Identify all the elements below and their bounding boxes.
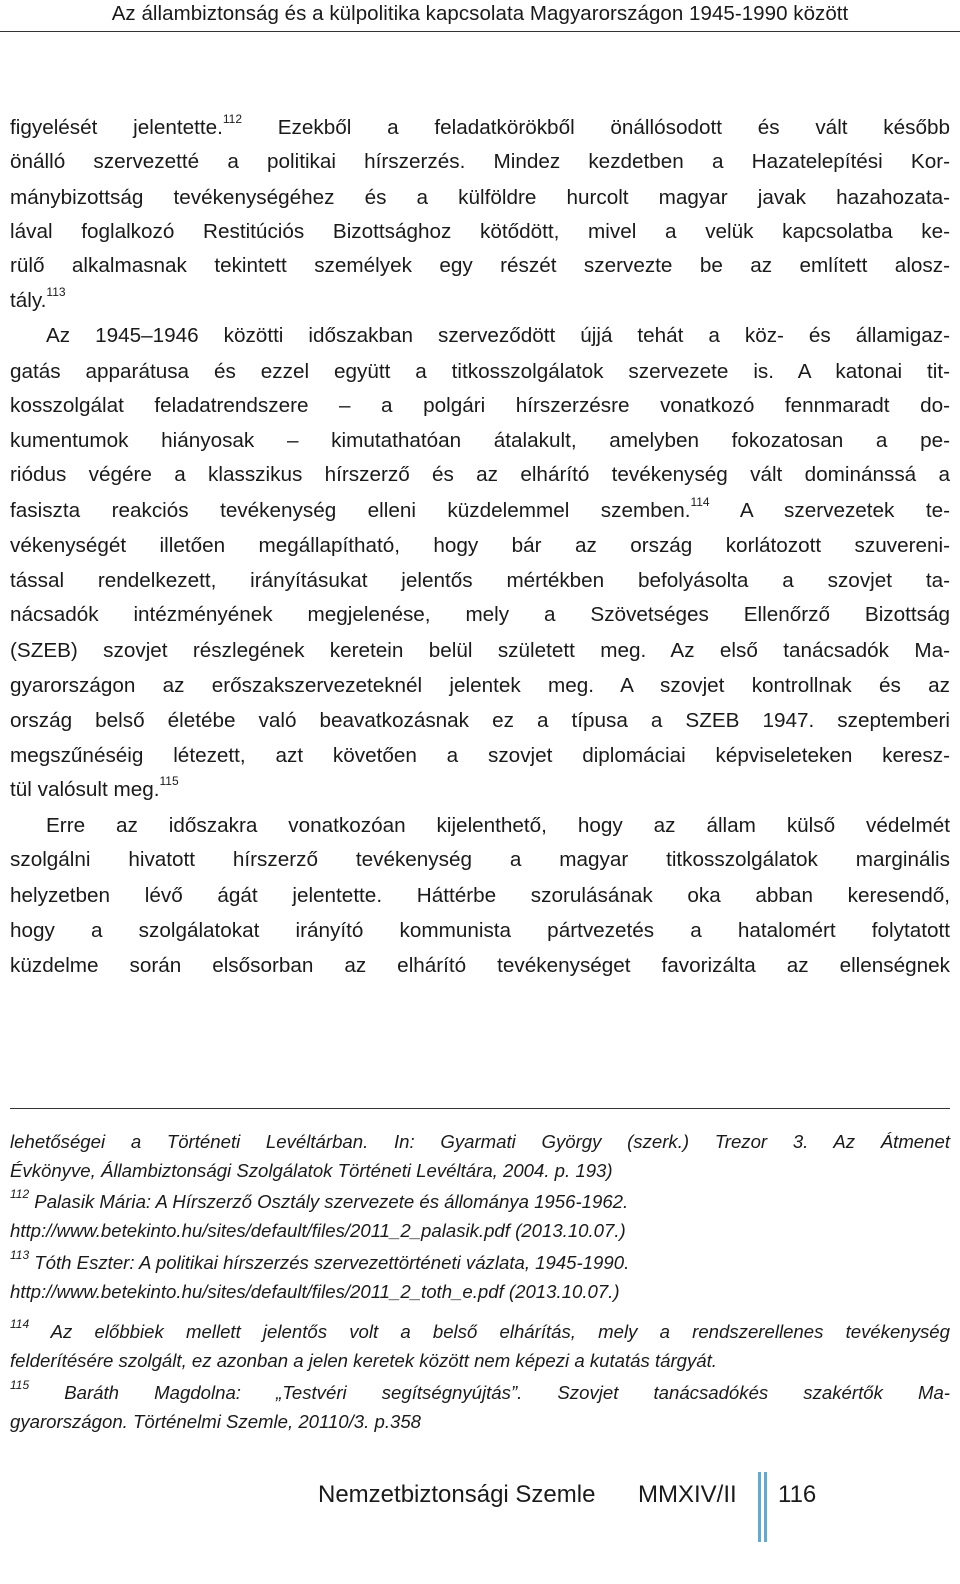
body-line: tással rendelkezett, irányításukat jelentős mértékben befolyásolta a szovjet ta-: [10, 569, 950, 592]
body-line: önálló szervezetté a politikai hírszerzés. Mindez kezdetben a Hazatelepítési Kor-: [10, 150, 950, 173]
footnote-line: felderítésére szolgált, ez azonban a jelen keretek között nem képezi a kutatás tárgyát.: [10, 1350, 717, 1371]
paragraph-start: Erre az időszakra vonatkozóan kijelenthető, hogy az állam külső védelmét: [46, 814, 950, 837]
footnote-ref[interactable]: 115: [159, 774, 179, 789]
journal-title: Nemzetbiztonsági Szemle: [318, 1481, 596, 1508]
footnote-ref[interactable]: 112: [222, 112, 242, 127]
footnote-line: gyarországon. Történelmi Szemle, 20110/3. p.358: [10, 1411, 422, 1432]
running-header: Az állambiztonság és a külpolitika kapcsolata Magyarországon 1945-1990 között: [0, 0, 960, 32]
body-line: tül valósult meg.$^{115}$: [10, 774, 179, 801]
journal-volume: MMXIV/II: [638, 1481, 737, 1508]
body-line: riódus végére a klasszikus hírszerző és az elhárító tevékenység vált dominánssá a: [10, 463, 950, 486]
footnote-line: lehetőségei a Történeti Levéltárban. In: Gyarmati György (szerk.) Trezor 3. Az Átmenet: [10, 1131, 950, 1152]
footnote-link[interactable]: http://www.betekinto.hu/sites/default/files/2011_2_palasik.pdf (2013.10.07.): [10, 1220, 626, 1241]
body-line: hogy a szolgálatokat irányító kommunista pártvezetés a hatalomért folytatott: [10, 919, 950, 942]
paragraph-start: Az 1945–1946 közötti időszakban szerveződött újjá tehát a köz- és államigaz-: [46, 324, 950, 347]
footnote-115: $^{115}$ Baráth Magdolna: „Testvéri segítségnyújtás”. Szovjet tanácsadókés szakértők Ma-: [10, 1377, 950, 1403]
body-line: kumentumok hiányosak – kimutathatóan átalakult, amelyben fokozatosan a pe-: [10, 429, 950, 452]
body-line: lával foglalkozó Restitúciós Bizottsághoz kötődött, mivel a velük kapcsolatba ke-: [10, 220, 950, 243]
footnote-line: Évkönyve, Állambiztonsági Szolgálatok Történeti Levéltára, 2004. p. 193): [10, 1160, 613, 1181]
body-line: vékenységét illetően megállapítható, hogy bár az ország korlátozott szuvereni-: [10, 534, 950, 557]
body-line: figyelését jelentette.$^{112}$ Ezekből a feladatkörökből önállósodott és vált később: [10, 112, 950, 139]
body-line: mánybizottság tevékenységéhez és a külföldre hurcolt magyar javak hazahozata-: [10, 186, 950, 209]
footnote-link[interactable]: http://www.betekinto.hu/sites/default/files/2011_2_toth_e.pdf (2013.10.07.): [10, 1281, 620, 1302]
body-line: gatás apparátusa és ezzel együtt a titkosszolgálatok szervezete is. A katonai tit-: [10, 360, 950, 383]
body-line: küzdelme során elsősorban az elhárító tevékenységet favorizálta az ellenségnek: [10, 954, 950, 977]
page-number-bar: [764, 1472, 767, 1542]
body-line: gyarországon az erőszakszervezeteknél jelentek meg. A szovjet kontrollnak és az: [10, 674, 950, 697]
body-line: szolgálni hivatott hírszerző tevékenység a magyar titkosszolgálatok marginális: [10, 848, 950, 871]
footnote-114: $^{114}$ Az előbbiek mellett jelentős volt a belső elhárítás, mely a rendszerellenes tevékenység: [10, 1316, 950, 1342]
body-line: kosszolgálat feladatrendszere – a polgári hírszerzésre vonatkozó fennmaradt do-: [10, 394, 950, 417]
footnote-112: $^{112}$ Palasik Mária: A Hírszerző Osztály szervezete és állománya 1956-1962.: [10, 1186, 629, 1212]
footnote-ref[interactable]: 114: [690, 495, 710, 510]
body-line: fasiszta reakciós tevékenység elleni küzdelemmel szemben.$^{114}$ A szervezetek te-: [10, 495, 950, 522]
body-line: helyzetben lévő ágát jelentette. Háttérbe szorulásának oka abban keresendő,: [10, 884, 950, 907]
page-number: 116: [778, 1481, 817, 1508]
footnote-separator: [10, 1108, 950, 1109]
footnote-ref[interactable]: 113: [46, 285, 66, 300]
body-line: rülő alkalmasnak tekintett személyek egy részét szervezte be az említett alosz-: [10, 254, 950, 277]
body-line: (SZEB) szovjet részlegének keretein belül született meg. Az első tanácsadók Ma-: [10, 639, 950, 662]
page-number-bar: [758, 1472, 761, 1542]
body-line: ország belső életébe való beavatkozásnak ez a típusa a SZEB 1947. szeptemberi: [10, 709, 950, 732]
body-line: nácsadók intézményének megjelenése, mely a Szövetséges Ellenőrző Bizottság: [10, 603, 950, 626]
body-line: megszűnéséig létezett, azt követően a szovjet diplomáciai képviseleteken keresz-: [10, 744, 950, 767]
body-line: tály.$^{113}$: [10, 285, 66, 312]
footnote-113: $^{113}$ Tóth Eszter: A politikai hírszerzés szervezettörténeti vázlata, 1945-1990.: [10, 1247, 630, 1273]
